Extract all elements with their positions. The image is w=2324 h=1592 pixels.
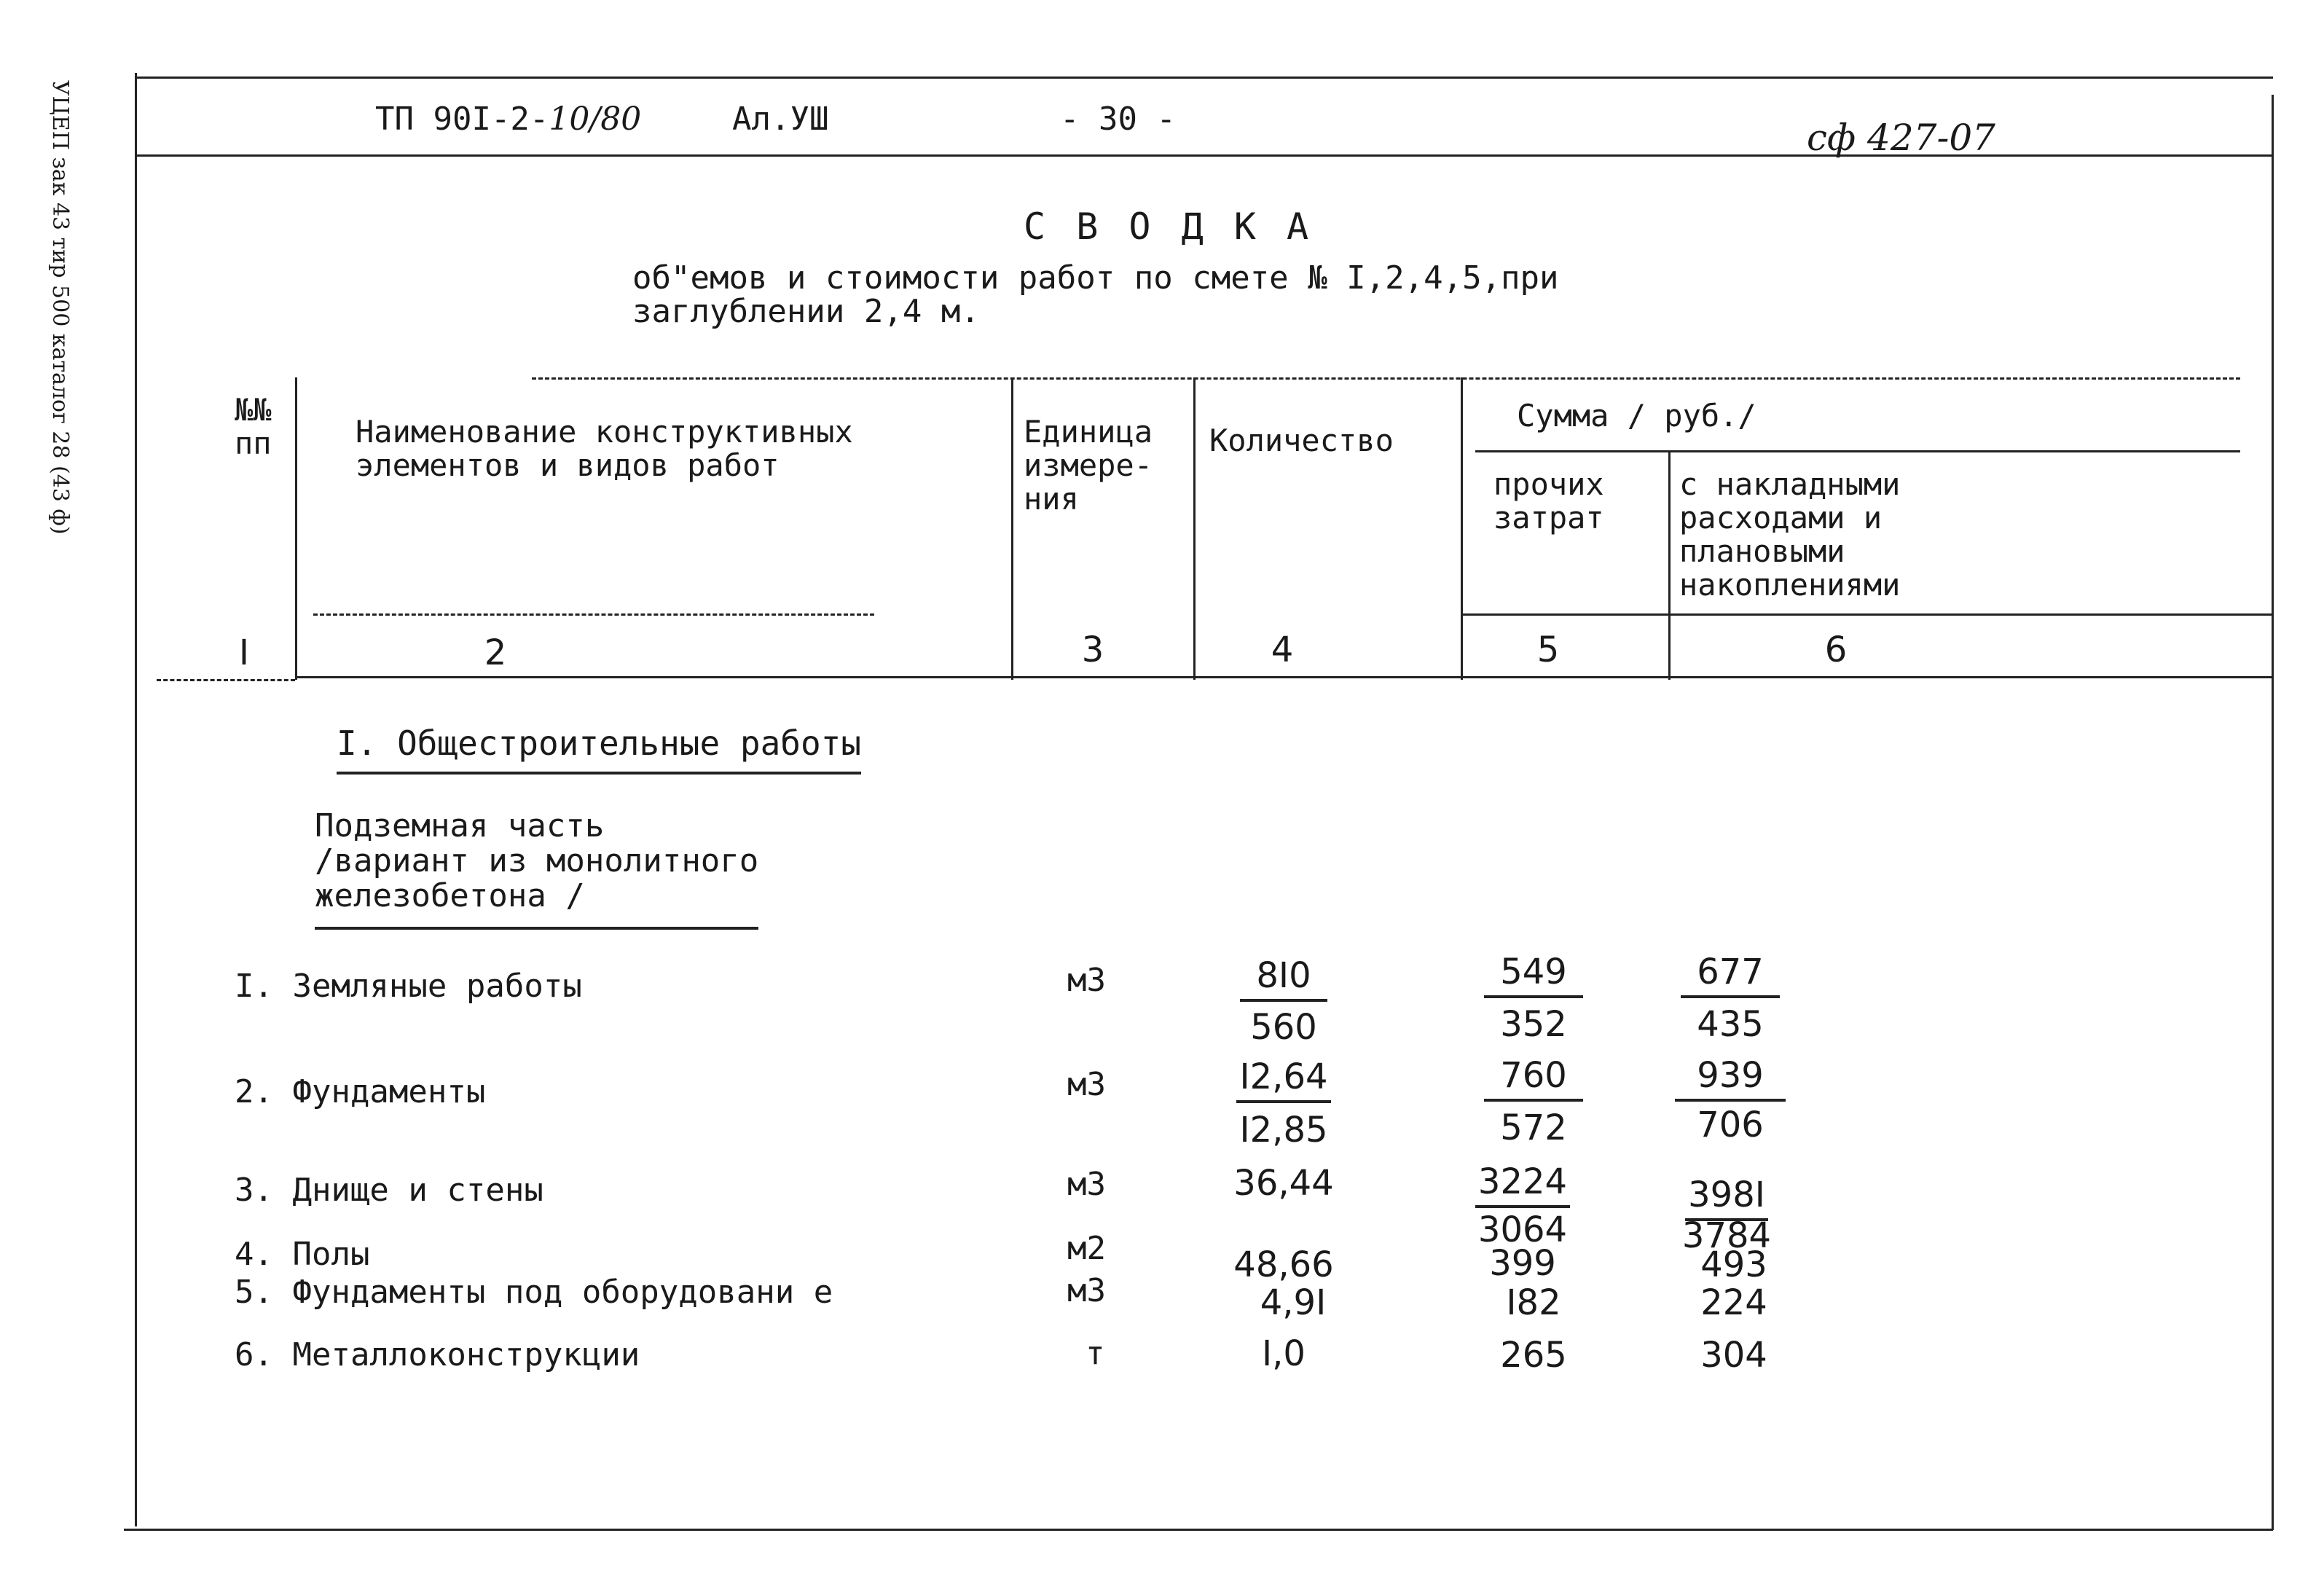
row-overhead-top: 493: [1700, 1244, 1767, 1285]
row-overhead-bottom: 435: [1697, 1004, 1764, 1045]
table-top-line: [532, 377, 2240, 380]
frame-bottom: [124, 1529, 2273, 1531]
frame-right: [2272, 95, 2274, 1530]
row-other-top-val: 3224: [1475, 1161, 1570, 1208]
row-qty-top: [1211, 1058, 1357, 1096]
album-label: Ал.УШ: [732, 101, 829, 138]
row-overhead-top: [1657, 953, 1803, 991]
numbers-top-stub: [313, 613, 874, 616]
header-col1: [235, 393, 272, 460]
row-overhead-top-val: 939: [1675, 1055, 1786, 1102]
row-name: I. Земляные работы: [235, 968, 582, 1005]
col-divider-2: [1011, 377, 1013, 680]
row-other-bottom: 572: [1500, 1107, 1567, 1148]
col-number-3: 3: [1081, 630, 1104, 670]
header-col3: [1024, 415, 1153, 516]
row-unit: м3: [1067, 1066, 1106, 1103]
row-qty-top: 4,9I: [1260, 1282, 1327, 1323]
subsection-line1: Подземная часть: [315, 807, 605, 844]
row-qty-bottom: I2,85: [1239, 1110, 1328, 1150]
header-col4: Количество: [1209, 423, 1394, 458]
col-divider-3: [1193, 377, 1196, 680]
row-other-top: [1461, 1056, 1606, 1094]
col-number-5: 5: [1536, 630, 1560, 670]
header-col5-line2: затрат: [1493, 500, 1604, 536]
row-other-top: [1450, 1163, 1595, 1201]
row-other-bottom: 352: [1500, 1004, 1567, 1045]
row-qty-top-val: 8I0: [1240, 955, 1327, 1002]
row-overhead-top: 224: [1700, 1282, 1767, 1323]
row-other-top-val: 760: [1484, 1055, 1583, 1102]
subsection-line3: железобетона /: [315, 877, 585, 914]
row-qty-top-val: I2,64: [1236, 1056, 1330, 1103]
row-other-top: I82: [1506, 1282, 1561, 1323]
section-title: [337, 721, 861, 765]
header-col6-line3: плановыми: [1679, 533, 1845, 569]
row-overhead-bottom: 706: [1697, 1105, 1764, 1145]
page-title: С В О Д К А: [1024, 205, 1314, 248]
row-qty-top: [1211, 957, 1357, 995]
row-other-top-val: 549: [1484, 952, 1583, 998]
row-qty-top: 36,44: [1233, 1163, 1334, 1204]
header-col2: [356, 415, 853, 482]
row-unit: м3: [1067, 1272, 1106, 1309]
row-name: 2. Фундаменты: [235, 1073, 486, 1110]
row-unit: м3: [1067, 962, 1106, 999]
row-unit: м2: [1067, 1230, 1106, 1267]
header-col5: [1493, 468, 1604, 535]
row-other-top: 399: [1489, 1243, 1556, 1284]
subtitle-line1: об"емов и стоимости работ по смете № I,2,4,5,при: [632, 259, 1559, 297]
frame-left: [135, 73, 137, 1526]
header-col1-line1: №№: [235, 392, 272, 428]
row-other-bottom: 3064: [1477, 1209, 1568, 1250]
row-overhead-top-val: 398I: [1685, 1175, 1768, 1221]
header-col2-line2: элементов и видов работ: [356, 447, 780, 483]
stamp-code: сф 427-07: [1807, 117, 1995, 159]
row-other-top: 265: [1500, 1335, 1567, 1376]
row-overhead-top: [1657, 1056, 1803, 1094]
doc-code: [375, 102, 641, 137]
margin-stamp-text: УЦЕП зак 43 тир 500 каталог 28 (43 ф): [47, 80, 73, 535]
col-divider-4: [1461, 377, 1463, 680]
section-title-text: I. Общестроительные работы: [337, 724, 861, 775]
row-unit: т: [1086, 1335, 1105, 1372]
col-number-1: I: [238, 632, 250, 673]
subtitle-line2: заглублении 2,4 м.: [632, 293, 980, 330]
col-number-6: 6: [1824, 630, 1848, 670]
row-overhead-bottom: 3784: [1681, 1215, 1772, 1256]
header-col5-line1: прочих: [1493, 466, 1604, 502]
col-number-4: 4: [1271, 630, 1294, 670]
col-divider-5: [1668, 450, 1671, 680]
header-col6-line4: накоплениями: [1679, 567, 1901, 603]
doc-code-hand: 10/80: [549, 101, 642, 138]
row-qty-top: I,0: [1262, 1333, 1306, 1374]
header-col3-line2: измере-: [1024, 447, 1153, 483]
row-unit: м3: [1067, 1166, 1106, 1203]
header-col6-line2: расходами и: [1679, 500, 1883, 536]
header-col2-line1: Наименование конструктивных: [356, 414, 853, 450]
sum-divider: [1475, 450, 2240, 452]
header-col1-line2: пп: [235, 426, 272, 461]
row-name: 3. Днище и стены: [235, 1172, 543, 1209]
doc-code-text: ТП 90I-2-: [375, 101, 549, 138]
row-overhead-top: 304: [1700, 1335, 1767, 1376]
row-overhead-top-val: 677: [1681, 952, 1780, 998]
header-bottom-line: [1461, 613, 2273, 616]
header-col6-line1: с накладными: [1679, 466, 1901, 502]
row-name: 6. Металлоконструкции: [235, 1336, 640, 1373]
header-col6: [1679, 468, 1900, 602]
row-overhead-top: [1654, 1176, 1799, 1214]
row-qty-bottom: 560: [1250, 1007, 1317, 1048]
header-sum-group: Сумма / руб./: [1517, 398, 1756, 434]
page-number: - 30 -: [1060, 101, 1176, 138]
frame-top: [135, 77, 2273, 79]
margin-stamp: [44, 80, 102, 634]
subsection-title: [315, 809, 758, 930]
subsection-line2: /вариант из монолитного: [315, 842, 759, 879]
header-col3-line3: ния: [1024, 481, 1079, 517]
row-other-top: [1461, 953, 1606, 991]
numbers-bottom-line: [295, 676, 2272, 678]
numbers-left-stub: [157, 679, 295, 681]
row-name: 5. Фундаменты под оборудовани е: [235, 1274, 833, 1311]
row-qty-top: 48,66: [1233, 1244, 1334, 1285]
row-name: 4. Полы: [235, 1236, 370, 1273]
header-col3-line1: Единица: [1024, 414, 1153, 450]
col-number-2: 2: [484, 632, 507, 673]
